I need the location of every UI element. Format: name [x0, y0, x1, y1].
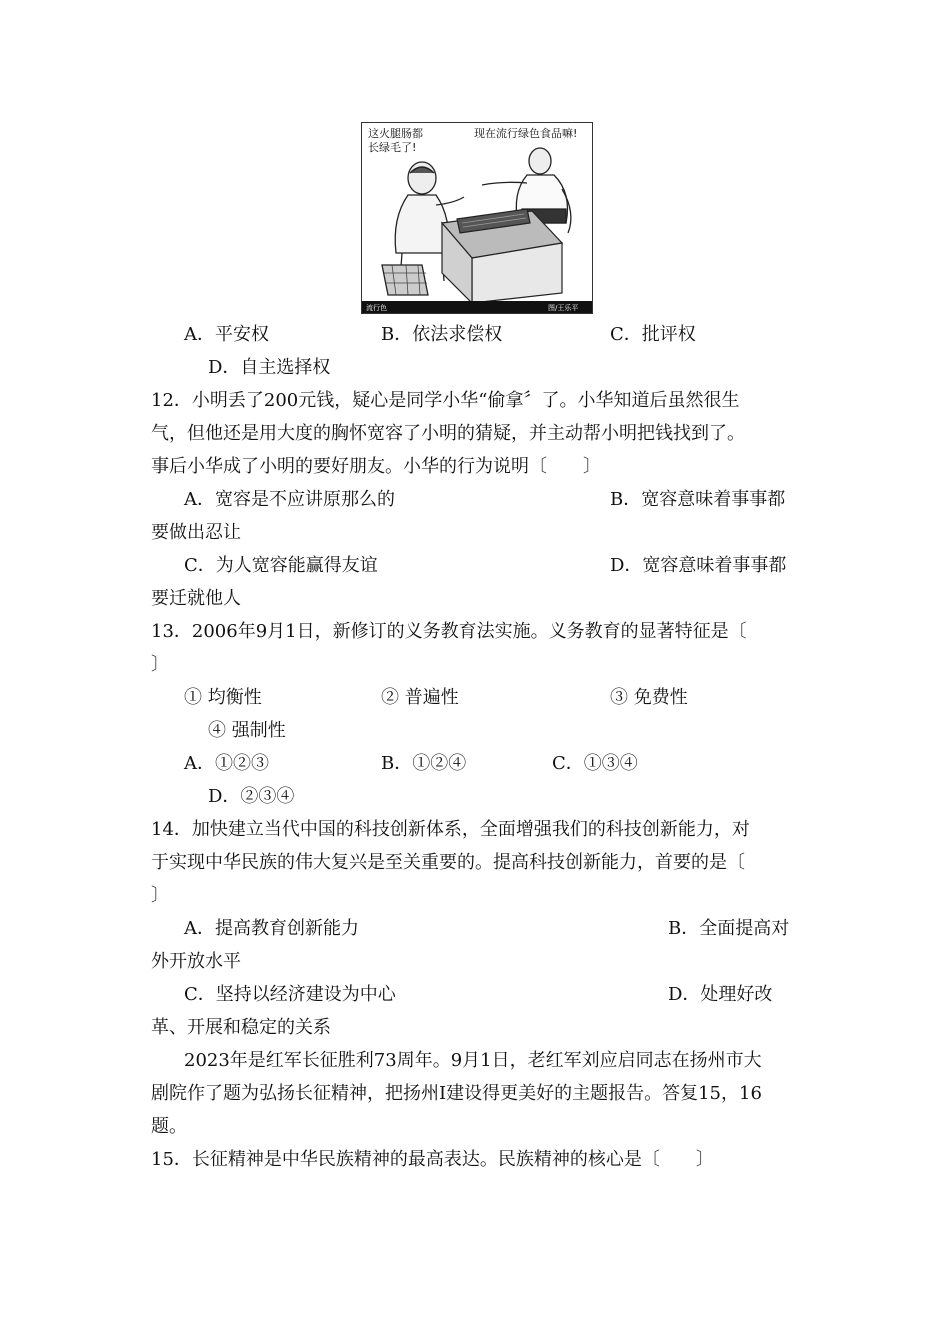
q13-stem-line1: 13．2006年9月1日，新修订的义务教育法实施。义务教育的显著特征是〔 [151, 621, 747, 642]
q12-option-b: B．宽容意味着事事都 [610, 489, 786, 510]
q12-option-c: C．为人宽容能赢得友谊 [184, 555, 378, 576]
q12-option-b-cont: 要做出忍让 [151, 522, 241, 543]
q11-option-c: C．批评权 [610, 324, 696, 345]
q15-stem-line1: 15．长征精神是中华民族精神的最高表达。民族精神的核心是〔 〕 [151, 1149, 714, 1170]
q11-option-b: B．依法求偿权 [381, 324, 503, 345]
q13-item-1: ① 均衡性 [184, 687, 262, 708]
q14-option-d: D．处理好改 [668, 984, 773, 1005]
speech-right: 现在流行绿色食品嘛! [474, 127, 578, 140]
q13-item-4: ④ 强制性 [208, 720, 286, 741]
q13-option-c: C．①③④ [552, 753, 638, 774]
passage-line2: 剧院作了题为弘扬长征精神，把扬州Ⅰ建设得更美好的主题报告。答复15，16 [151, 1083, 762, 1104]
cartoon-drawing [362, 123, 592, 313]
q14-option-c: C．坚持以经济建设为中心 [184, 984, 396, 1005]
q14-stem-line1: 14．加快建立当代中国的科技创新体系，全面增强我们的科技创新能力，对 [151, 819, 750, 840]
q14-stem-line3: 〕 [151, 885, 169, 906]
q14-option-b-cont: 外开放水平 [151, 951, 241, 972]
q12-stem-line3: 事后小华成了小明的要好朋友。小华的行为说明〔 〕 [151, 456, 601, 477]
q13-option-d: D．②③④ [208, 786, 295, 807]
q13-item-3: ③ 免费性 [610, 687, 688, 708]
q11-option-d: D．自主选择权 [208, 357, 331, 378]
q13-option-a: A．①②③ [184, 753, 269, 774]
q14-option-b: B．全面提高对 [668, 918, 790, 939]
q14-stem-line2: 于实现中华民族的伟大复兴是至关重要的。提高科技创新能力，首要的是〔 [151, 852, 745, 873]
cartoon-figure [361, 122, 593, 314]
q12-stem-line2: 气，但他还是用大度的胸怀宽容了小明的猜疑，并主动帮小明把钱找到了。 [151, 423, 745, 444]
q12-stem-line1: 12．小明丢了200元钱，疑心是同学小华“偷拿〞了。小华知道后虽然很生 [151, 390, 740, 411]
q14-option-d-cont: 革、开展和稳定的关系 [151, 1017, 331, 1038]
speech-left-line1: 这火腿肠都 [368, 127, 423, 140]
caption-left: 流行色 [366, 304, 387, 312]
speech-left-line2: 长绿毛了! [368, 141, 417, 154]
q11-option-a: A．平安权 [184, 324, 269, 345]
q13-item-2: ② 普遍性 [381, 687, 459, 708]
caption-right: 图/王乐平 [548, 304, 579, 312]
q12-option-a: A．宽容是不应讲原那么的 [184, 489, 395, 510]
passage-line1: 2023年是红军长征胜利73周年。9月1日，老红军刘应启同志在扬州市大 [184, 1050, 762, 1071]
q13-option-b: B．①②④ [381, 753, 467, 774]
q12-option-d: D．宽容意味着事事都 [610, 555, 787, 576]
passage-line3: 题。 [151, 1116, 187, 1137]
q12-option-d-cont: 要迁就他人 [151, 588, 241, 609]
q14-option-a: A．提高教育创新能力 [184, 918, 359, 939]
sausage-stall [442, 209, 562, 303]
q13-stem-line2: 〕 [151, 654, 169, 675]
